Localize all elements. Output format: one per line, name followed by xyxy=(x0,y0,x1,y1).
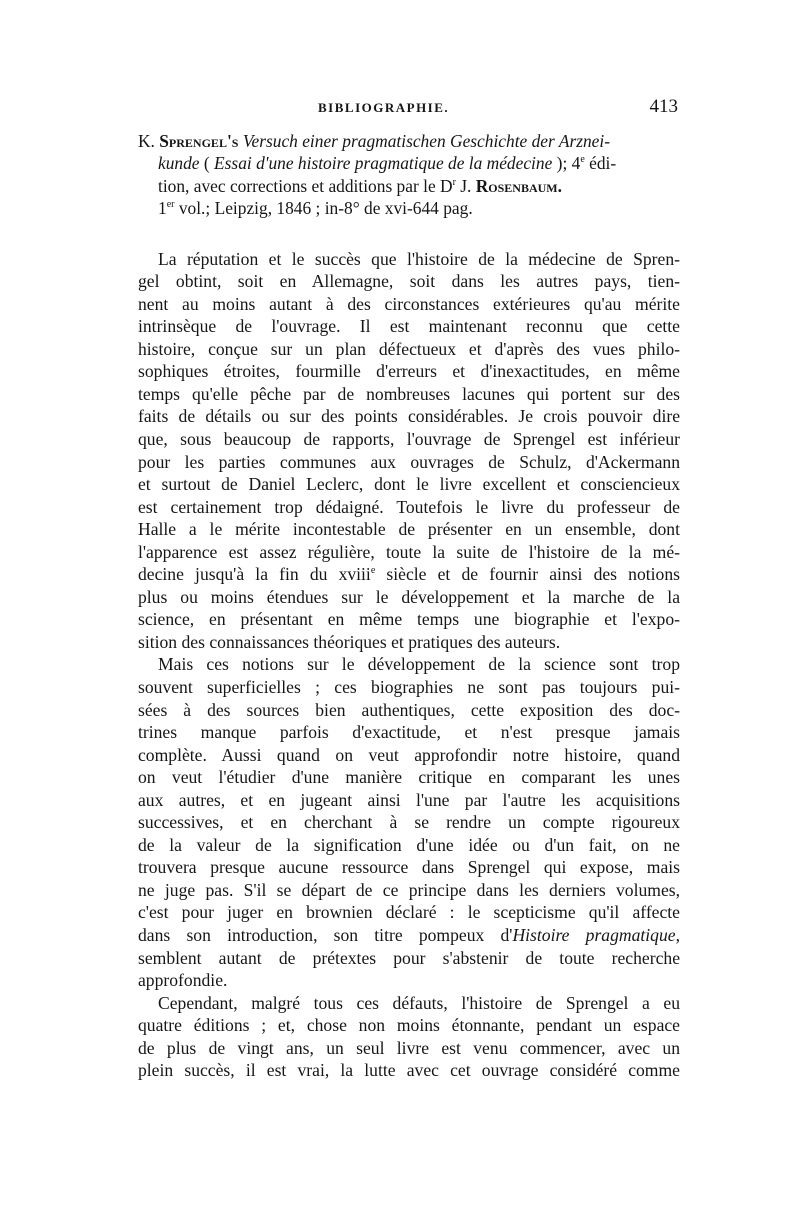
text-line: Halle a le mérite incontestable de présenter en un ensemble, dont xyxy=(138,519,680,540)
editor-name: Rosenbaum. xyxy=(475,175,562,196)
page-number: 413 xyxy=(649,96,678,117)
text-line: trines manque parfois d'exactitude, et n'est presque jamais xyxy=(138,722,680,743)
text-line: l'apparence est assez régulière, toute la suite de l'histoire de la mé- xyxy=(138,541,680,562)
text-line: quatre éditions ; et, chose non moins étonnante, pendant un espace xyxy=(138,1015,680,1036)
french-title: Essai d'une histoire pragmatique de la médecine xyxy=(214,153,553,174)
bibliographic-entry xyxy=(138,130,680,220)
text-line: Mais ces notions sur le développement de la science sont trop xyxy=(158,654,680,675)
text-line: ne juge pas. S'il se départ de ce principe dans les derniers volumes, xyxy=(138,879,680,900)
text-line: trouvera presque aucune ressource dans Sprengel qui expose, mais xyxy=(138,857,680,878)
entry-line-3: tion, avec corrections et additions par le $D^r$ J. Rosenbaum. xyxy=(158,175,562,196)
review-text xyxy=(138,248,680,1082)
text-line: aux autres, et en jugeant ainsi l'une par l'autre les acquisitions xyxy=(138,789,680,810)
text-line: approfondie. xyxy=(138,970,228,991)
book-page xyxy=(138,96,680,1082)
text-line: et surtout de Daniel Leclerc, dont le livre excellent et consciencieux xyxy=(138,474,680,495)
text-line: sition des connaissances théoriques et pratiques des auteurs. xyxy=(138,631,561,652)
text-line: que, sous beaucoup de rapports, l'ouvrage de Sprengel est inférieur xyxy=(138,429,680,449)
text-line: pour les parties communes aux ouvrages de Schulz, d'Ackermann xyxy=(138,451,680,472)
text-line: complète. Aussi quand on veut approfondir notre histoire, quand xyxy=(138,744,680,765)
text-line: La réputation et le succès que l'histoire de la médecine de Spren- xyxy=(158,248,680,269)
text-line: de la valeur de la signification d'une idée ou d'un fait, on ne xyxy=(138,834,680,855)
entry-line-2: kunde ( Essai d'une histoire pragmatique de la médecine ); 4e édi- xyxy=(158,153,617,174)
text-line: decine jusqu'à la fin du xviii$^e$ siècle et de fournir ainsi des notions xyxy=(138,564,680,585)
entry-line-1: K. Sprengel's Versuch einer pragmatischen Geschichte der Arznei- xyxy=(138,131,611,151)
text-line: gel obtint, soit en Allemagne, soit dans les autres pays, tien- xyxy=(138,271,680,292)
running-header xyxy=(138,96,680,122)
text-line: science, en présentant en même temps une biographie et l'expo- xyxy=(138,609,680,630)
text-line: histoire, conçue sur un plan défectueux et d'après des vues philo- xyxy=(138,338,680,359)
text-line: dans son introduction, son titre pompeux d'Histoire pragmatique, xyxy=(138,925,680,946)
text-line: sées à des sources bien authentiques, cette exposition des doc- xyxy=(138,699,680,720)
text-line: successives, et en cherchant à se rendre un compte rigoureux xyxy=(138,812,680,833)
text-line: faits de détails ou sur des points considérables. Je crois pouvoir dire xyxy=(138,406,680,427)
text-line: de plus de vingt ans, un seul livre est venu commencer, avec un xyxy=(138,1037,680,1058)
entry-line-4: 1er vol.; Leipzig, 1846 ; in-8° de xvi-644 pag. xyxy=(158,198,473,219)
running-title: BIBLIOGRAPHIE. xyxy=(318,100,450,115)
text-line: souvent superficielles ; ces biographies ne sont pas toujours pui- xyxy=(138,677,680,698)
text-line: intrinsèque de l'ouvrage. Il est maintenant reconnu que cette xyxy=(138,316,680,337)
author-name: Sprengel's xyxy=(159,131,239,151)
text-line: Cependant, malgré tous ces défauts, l'histoire de Sprengel a eu xyxy=(158,992,680,1013)
text-line: temps qu'elle pêche par de nombreuses lacunes qui portent sur des xyxy=(138,383,680,404)
text-line: c'est pour juger en brownien déclaré : le scepticisme qu'il affecte xyxy=(138,902,680,923)
text-line: plein succès, il est vrai, la lutte avec cet ouvrage considéré comme xyxy=(138,1060,680,1081)
german-title: Versuch einer pragmatischen Geschichte der Arznei- xyxy=(242,131,611,151)
text-line: sophiques étroites, fourmille d'erreurs et d'inexactitudes, en même xyxy=(138,361,680,382)
text-line: on veut l'étudier d'une manière critique en comparant les unes xyxy=(138,767,680,788)
text-line: plus ou moins étendues sur le développement et la marche de la xyxy=(138,586,680,607)
text-line: est certainement trop dédaigné. Toutefois le livre du professeur de xyxy=(138,496,680,517)
text-line: nent au moins autant à des circonstances extérieures qu'au mérite xyxy=(138,293,680,314)
text-line: semblent autant de prétextes pour s'abstenir de toute recherche xyxy=(138,947,680,968)
